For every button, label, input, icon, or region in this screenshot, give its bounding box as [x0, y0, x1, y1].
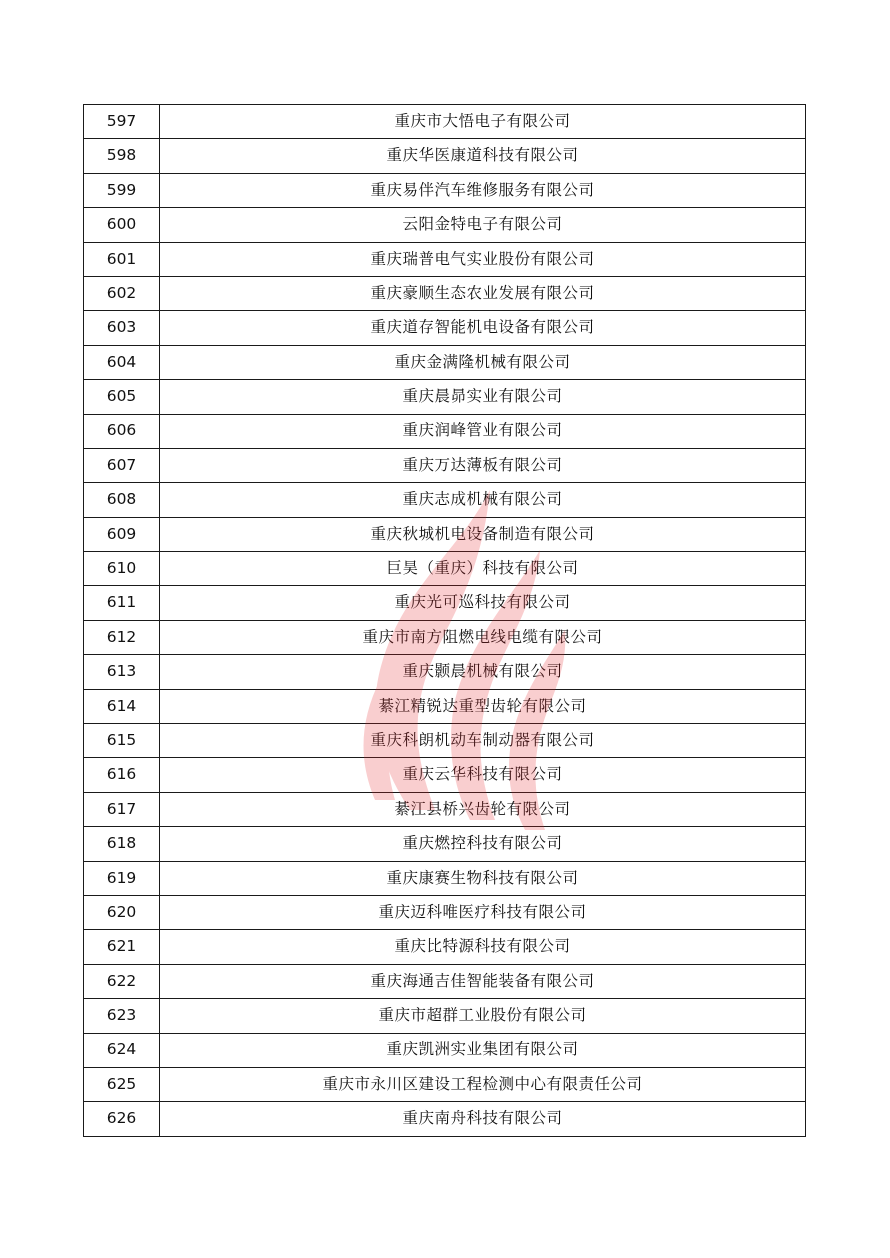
company-name-cell: 云阳金特电子有限公司	[160, 208, 806, 242]
company-name-cell: 重庆燃控科技有限公司	[160, 827, 806, 861]
company-name-cell: 重庆市南方阻燃电线电缆有限公司	[160, 620, 806, 654]
company-name-cell: 重庆志成机械有限公司	[160, 483, 806, 517]
table-row	[84, 655, 806, 689]
table-row	[84, 414, 806, 448]
table-row	[84, 620, 806, 654]
row-number-cell: 606	[84, 414, 160, 448]
company-name-cell: 重庆南舟科技有限公司	[160, 1102, 806, 1136]
row-number-cell: 618	[84, 827, 160, 861]
company-name-cell: 重庆光可巡科技有限公司	[160, 586, 806, 620]
company-name-cell: 重庆秋城机电设备制造有限公司	[160, 517, 806, 551]
table-row	[84, 105, 806, 139]
table-row	[84, 552, 806, 586]
company-name-cell: 重庆云华科技有限公司	[160, 758, 806, 792]
row-number-cell: 605	[84, 380, 160, 414]
table-row	[84, 448, 806, 482]
table-row	[84, 964, 806, 998]
row-number-cell: 615	[84, 724, 160, 758]
table-row	[84, 1033, 806, 1067]
row-number-cell: 623	[84, 999, 160, 1033]
table-row	[84, 311, 806, 345]
table-row	[84, 724, 806, 758]
table-row	[84, 242, 806, 276]
row-number-cell: 599	[84, 173, 160, 207]
company-name-cell: 巨昊（重庆）科技有限公司	[160, 552, 806, 586]
company-name-cell: 重庆市永川区建设工程检测中心有限责任公司	[160, 1067, 806, 1101]
row-number-cell: 602	[84, 276, 160, 310]
table-row	[84, 517, 806, 551]
table-row	[84, 1102, 806, 1136]
company-name-cell: 重庆颢晨机械有限公司	[160, 655, 806, 689]
table-row	[84, 380, 806, 414]
row-number-cell: 604	[84, 345, 160, 379]
table-row	[84, 208, 806, 242]
company-name-cell: 重庆万达薄板有限公司	[160, 448, 806, 482]
company-name-cell: 重庆市大悟电子有限公司	[160, 105, 806, 139]
company-name-cell: 重庆豪顺生态农业发展有限公司	[160, 276, 806, 310]
company-name-cell: 重庆金满隆机械有限公司	[160, 345, 806, 379]
table-row	[84, 173, 806, 207]
row-number-cell: 601	[84, 242, 160, 276]
company-name-cell: 重庆市超群工业股份有限公司	[160, 999, 806, 1033]
row-number-cell: 612	[84, 620, 160, 654]
table-row	[84, 483, 806, 517]
row-number-cell: 607	[84, 448, 160, 482]
company-name-cell: 重庆瑞普电气实业股份有限公司	[160, 242, 806, 276]
row-number-cell: 624	[84, 1033, 160, 1067]
table-row	[84, 895, 806, 929]
company-name-cell: 重庆科朗机动车制动器有限公司	[160, 724, 806, 758]
company-name-cell: 重庆华医康道科技有限公司	[160, 139, 806, 173]
row-number-cell: 622	[84, 964, 160, 998]
table-row	[84, 758, 806, 792]
table-row	[84, 827, 806, 861]
company-name-cell: 重庆道存智能机电设备有限公司	[160, 311, 806, 345]
table-row	[84, 1067, 806, 1101]
row-number-cell: 620	[84, 895, 160, 929]
row-number-cell: 619	[84, 861, 160, 895]
table-row	[84, 689, 806, 723]
table-row	[84, 586, 806, 620]
row-number-cell: 610	[84, 552, 160, 586]
table-row	[84, 999, 806, 1033]
company-name-cell: 重庆海通吉佳智能装备有限公司	[160, 964, 806, 998]
company-name-cell: 綦江县桥兴齿轮有限公司	[160, 792, 806, 826]
row-number-cell: 613	[84, 655, 160, 689]
company-name-cell: 重庆康赛生物科技有限公司	[160, 861, 806, 895]
table-row	[84, 345, 806, 379]
table-row	[84, 276, 806, 310]
company-name-cell: 重庆润峰管业有限公司	[160, 414, 806, 448]
company-list-table	[83, 104, 806, 1137]
row-number-cell: 625	[84, 1067, 160, 1101]
row-number-cell: 626	[84, 1102, 160, 1136]
row-number-cell: 611	[84, 586, 160, 620]
row-number-cell: 616	[84, 758, 160, 792]
table-body	[84, 105, 806, 1137]
row-number-cell: 600	[84, 208, 160, 242]
row-number-cell: 598	[84, 139, 160, 173]
row-number-cell: 621	[84, 930, 160, 964]
table-row	[84, 930, 806, 964]
row-number-cell: 603	[84, 311, 160, 345]
company-name-cell: 重庆易伴汽车维修服务有限公司	[160, 173, 806, 207]
row-number-cell: 597	[84, 105, 160, 139]
table-row	[84, 139, 806, 173]
company-name-cell: 重庆迈科唯医疗科技有限公司	[160, 895, 806, 929]
company-name-cell: 重庆晨昴实业有限公司	[160, 380, 806, 414]
table-row	[84, 792, 806, 826]
row-number-cell: 617	[84, 792, 160, 826]
row-number-cell: 609	[84, 517, 160, 551]
table-row	[84, 861, 806, 895]
company-name-cell: 綦江精锐达重型齿轮有限公司	[160, 689, 806, 723]
row-number-cell: 608	[84, 483, 160, 517]
company-name-cell: 重庆比特源科技有限公司	[160, 930, 806, 964]
row-number-cell: 614	[84, 689, 160, 723]
company-name-cell: 重庆凯洲实业集团有限公司	[160, 1033, 806, 1067]
